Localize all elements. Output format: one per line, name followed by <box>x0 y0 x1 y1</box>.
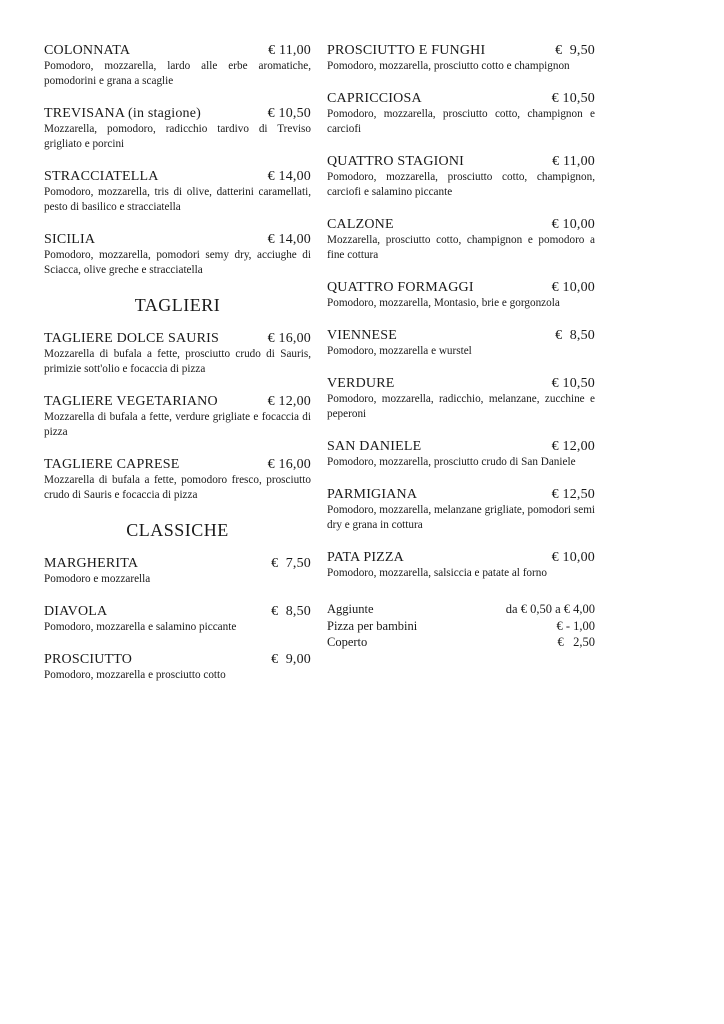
menu-item-description: Pomodoro, mozzarella, salsiccia e patate al forno <box>327 567 547 579</box>
menu-item-name: QUATTRO FORMAGGI <box>327 280 474 295</box>
extra-value: € 2,50 <box>557 635 595 649</box>
menu-item-name: VIENNESE <box>327 328 398 343</box>
menu-item-header <box>327 216 595 233</box>
menu-item-price: € 10,00 <box>551 217 595 232</box>
menu-item-price: € 11,00 <box>268 43 311 58</box>
extra-label: Pizza per bambini <box>327 618 418 633</box>
menu-item-name: PROSCIUTTO <box>44 652 133 667</box>
menu-item-header <box>44 231 311 248</box>
menu-item-header <box>327 42 595 59</box>
menu-item-header <box>44 651 311 668</box>
menu-item-price: € 14,00 <box>267 169 311 184</box>
menu-item-description: Mozzarella, prosciutto cotto, champignon e pomodoro a fine cottura <box>327 234 595 261</box>
menu-item-description: Pomodoro, mozzarella, prosciutto crudo di San Daniele <box>327 456 576 468</box>
extras-list <box>327 601 595 651</box>
menu-item <box>44 603 311 635</box>
menu-item <box>327 90 595 137</box>
menu-item-header <box>327 279 595 296</box>
right-column <box>327 42 595 651</box>
menu-item-name: SAN DANIELE <box>327 439 422 454</box>
menu-item <box>327 279 595 311</box>
extra-label: Coperto <box>327 635 368 649</box>
menu-item-name: VERDURE <box>327 376 395 391</box>
menu-item-description: Pomodoro, mozzarella, prosciutto cotto, champignon, carciofi e salamino piccante <box>327 171 595 198</box>
extra-row <box>327 601 595 618</box>
menu-item-name: PARMIGIANA <box>327 487 418 502</box>
menu-item-price: € 10,50 <box>267 106 311 121</box>
menu-item-description: Pomodoro, mozzarella, pomodori semy dry, acciughe di Sciacca, olive greche e stracciatella <box>44 249 311 276</box>
menu-item-name: DIAVOLA <box>44 604 108 619</box>
menu-item-header <box>44 603 311 620</box>
menu-item-price: € 9,00 <box>271 652 311 667</box>
menu-item-description: Mozzarella di bufala a fette, verdure grigliate e focaccia di pizza <box>44 411 311 438</box>
menu-item <box>44 555 311 587</box>
menu-item <box>44 651 311 683</box>
menu-item-header <box>327 486 595 503</box>
menu-item-description: Pomodoro, mozzarella e wurstel <box>327 345 472 357</box>
menu-item <box>327 549 595 581</box>
pizza-list-right <box>327 42 595 581</box>
menu-item-description: Pomodoro, mozzarella, prosciutto cotto, champignon e carciofi <box>327 108 595 135</box>
classiche-list <box>44 555 311 683</box>
menu-item-price: € 14,00 <box>267 232 311 247</box>
menu-item <box>44 42 311 89</box>
extra-value: da € 0,50 a € 4,00 <box>505 602 595 616</box>
menu-item <box>327 327 595 359</box>
menu-item-header <box>44 456 311 473</box>
section-title-classiche: CLASSICHE <box>126 520 229 540</box>
menu-item-header <box>327 153 595 170</box>
menu-item-header <box>44 168 311 185</box>
menu-item-price: € 9,50 <box>555 43 595 58</box>
menu-item-header <box>327 549 595 566</box>
menu-item-description: Pomodoro, mozzarella, lardo alle erbe aromatiche, pomodorini e grana a scaglie <box>44 60 311 87</box>
menu-item-price: € 10,50 <box>551 91 595 106</box>
menu-item-header <box>44 555 311 572</box>
menu-item <box>327 375 595 422</box>
menu-item <box>44 105 311 152</box>
menu-item-price: € 11,00 <box>552 154 595 169</box>
menu-item-description: Pomodoro, mozzarella, prosciutto cotto e champignon <box>327 60 570 72</box>
menu-item-name: TAGLIERE VEGETARIANO <box>44 394 218 409</box>
menu-item-name: COLONNATA <box>44 43 131 58</box>
menu-item-header <box>327 375 595 392</box>
menu-item-header <box>327 90 595 107</box>
menu-item <box>44 231 311 278</box>
menu-item <box>327 438 595 470</box>
pizza-list-left <box>44 42 311 278</box>
menu-item-header <box>44 42 311 59</box>
menu-item-name: TAGLIERE DOLCE SAURIS <box>44 331 219 346</box>
menu-item-price: € 10,00 <box>551 280 595 295</box>
menu-item <box>327 153 595 200</box>
menu-item <box>44 393 311 440</box>
menu-item-name: CALZONE <box>327 217 394 232</box>
classiche-section <box>44 519 311 683</box>
menu-item-name: TREVISANA (in stagione) <box>44 106 202 121</box>
menu-item-price: € 16,00 <box>267 331 311 346</box>
menu-item-description: Pomodoro, mozzarella e prosciutto cotto <box>44 669 226 681</box>
menu-item-price: € 8,50 <box>555 328 595 343</box>
menu-item-name: SICILIA <box>44 232 96 247</box>
menu-item-price: € 12,00 <box>267 394 311 409</box>
extra-row <box>327 634 595 651</box>
menu-item-price: € 12,50 <box>551 487 595 502</box>
menu-item-description: Pomodoro e mozzarella <box>44 573 151 585</box>
menu-item <box>327 486 595 533</box>
menu-item-name: PATA PIZZA <box>327 550 404 565</box>
menu-item <box>327 42 595 74</box>
menu-item-header <box>44 330 311 347</box>
menu-item-name: STRACCIATELLA <box>44 169 159 184</box>
menu-item-description: Pomodoro, mozzarella, radicchio, melanzane, zucchine e peperoni <box>327 393 595 420</box>
menu-item-description: Mozzarella, pomodoro, radicchio tardivo di Treviso grigliato e porcini <box>44 123 311 150</box>
extra-value: € - 1,00 <box>556 618 595 633</box>
section-title-taglieri: TAGLIERI <box>134 295 221 315</box>
extra-row <box>327 618 595 635</box>
menu-item-description: Pomodoro, mozzarella e salamino piccante <box>44 621 237 633</box>
menu-item-description: Pomodoro, mozzarella, melanzane grigliate, pomodori semi dry e grana in cottura <box>327 504 595 531</box>
menu-item-header <box>327 438 595 455</box>
menu-item-header <box>44 393 311 410</box>
menu-item <box>44 168 311 215</box>
left-column <box>44 42 311 699</box>
menu-item-name: PROSCIUTTO E FUNGHI <box>327 43 486 58</box>
menu-item-header <box>44 105 311 122</box>
menu-item-name: QUATTRO STAGIONI <box>327 154 465 169</box>
menu-item-price: € 10,50 <box>551 376 595 391</box>
menu-item-price: € 8,50 <box>271 604 311 619</box>
menu-item-description: Pomodoro, mozzarella, Montasio, brie e gorgonzola <box>327 297 560 309</box>
menu-item-description: Mozzarella di bufala a fette, prosciutto crudo di Sauris, primizie sott'olio e focaccia di pizza <box>44 348 311 375</box>
menu-item <box>327 216 595 263</box>
menu-item-header <box>327 327 595 344</box>
menu-item-description: Mozzarella di bufala a fette, pomodoro fresco, prosciutto crudo di Sauris e focaccia di pizza <box>44 474 311 501</box>
menu-item-price: € 7,50 <box>271 556 311 571</box>
menu-item-price: € 10,00 <box>551 550 595 565</box>
taglieri-section <box>44 294 311 503</box>
menu-item-name: MARGHERITA <box>44 556 139 571</box>
extra-label: Aggiunte <box>327 602 374 616</box>
menu-item-description: Pomodoro, mozzarella, tris di olive, datterini caramellati, pesto di basilico e stracciatella <box>44 186 311 213</box>
menu-item <box>44 456 311 503</box>
menu-item-name: TAGLIERE CAPRESE <box>44 457 180 472</box>
menu-item-price: € 12,00 <box>551 439 595 454</box>
taglieri-list <box>44 330 311 503</box>
menu-item <box>44 330 311 377</box>
menu-item-price: € 16,00 <box>267 457 311 472</box>
menu-item-name: CAPRICCIOSA <box>327 91 422 106</box>
